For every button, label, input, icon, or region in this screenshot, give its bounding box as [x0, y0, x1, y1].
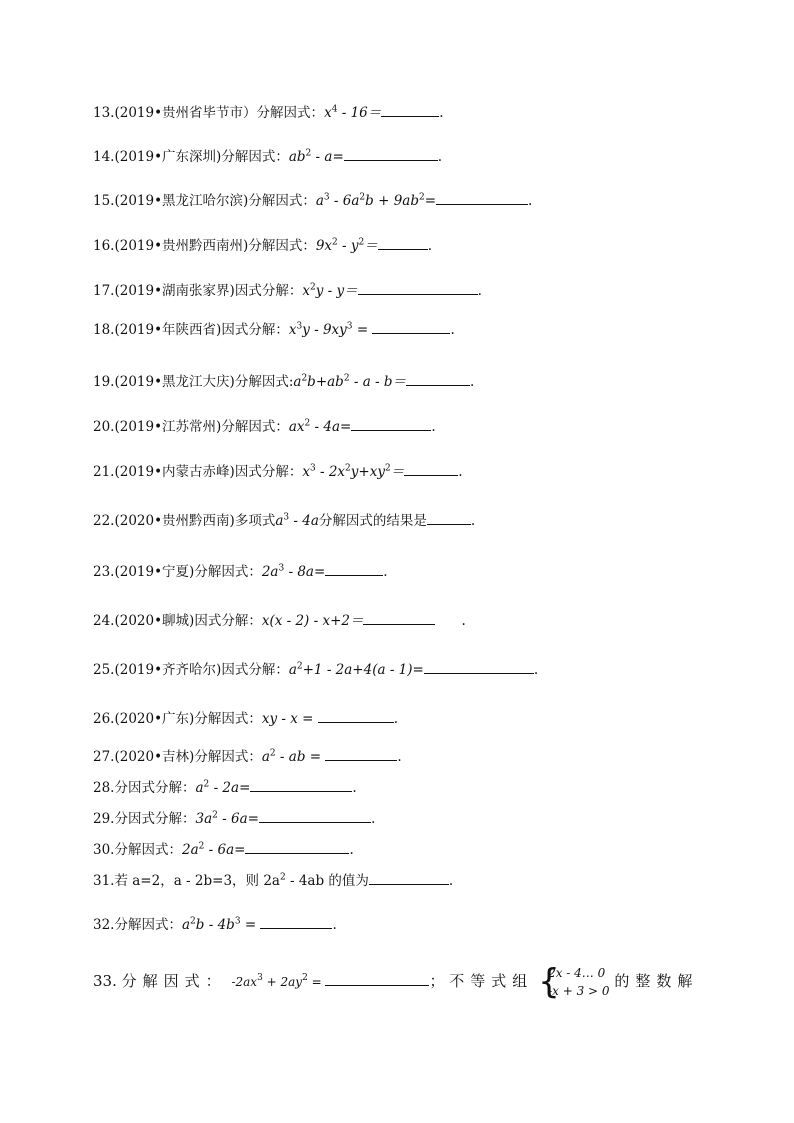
- period: .: [470, 513, 476, 529]
- math-expr: a: [288, 662, 297, 678]
- period: .: [370, 811, 376, 827]
- answer-blank[interactable]: [436, 190, 528, 205]
- math-expr: y - 9xy: [302, 322, 347, 338]
- question-text: 不等式组: [449, 972, 534, 990]
- exponent: 2: [345, 463, 351, 474]
- math-expr: - a=: [311, 149, 344, 165]
- math-expr: 2a: [181, 842, 199, 858]
- answer-blank[interactable]: [318, 708, 394, 723]
- math-expr: +1 - 2a+4(a - 1)=: [302, 662, 424, 678]
- answer-blank[interactable]: [358, 280, 478, 295]
- exponent: 2: [198, 841, 205, 852]
- question-text: 20.(2019•江苏常州)分解因式：: [93, 419, 289, 435]
- exponent: 2: [279, 872, 286, 883]
- math-expr: y - y＝: [315, 283, 358, 299]
- math-expr: b - 4b: [195, 917, 235, 933]
- question-text: 25.(2019•齐齐哈尔)因式分解：: [93, 662, 289, 678]
- question-text: 29.分因式分解：: [93, 811, 196, 827]
- answer-blank[interactable]: [404, 461, 458, 476]
- answer-blank[interactable]: [344, 146, 438, 161]
- period: .: [397, 749, 402, 765]
- math-expr: - 2a=: [209, 780, 251, 796]
- inequality-system: [538, 964, 609, 1000]
- question-text: 24.(2020•聊城)因式分解：: [93, 613, 262, 629]
- answer-blank[interactable]: [325, 561, 383, 576]
- exponent: 2: [304, 418, 311, 429]
- math-expr: ab: [288, 149, 306, 165]
- math-expr: a: [181, 917, 191, 933]
- question-23: [93, 561, 388, 582]
- period: .: [533, 662, 539, 678]
- period: .: [477, 283, 482, 299]
- math-expr: =: [424, 193, 437, 209]
- question-text: 19.(2019•黑龙江大庆)分解因式:: [93, 374, 294, 390]
- question-text: 23.(2019•宁夏)分解因式：: [93, 564, 262, 580]
- question-21: [93, 461, 463, 482]
- question-text: 28.分因式分解：: [93, 780, 196, 796]
- math-expr: x: [302, 464, 310, 480]
- period: .: [448, 873, 454, 889]
- period: .: [528, 193, 533, 209]
- question-text: 22.(2020•贵州黔西南)多项式: [93, 513, 276, 529]
- math-expr: a: [261, 749, 270, 765]
- answer-blank[interactable]: [351, 416, 431, 431]
- math-expr: - 4a=: [310, 419, 352, 435]
- math-expr: =: [352, 322, 373, 338]
- exponent: 2: [343, 373, 350, 384]
- question-text: 的整数解: [614, 972, 699, 990]
- period: .: [450, 322, 455, 338]
- answer-blank[interactable]: [424, 659, 534, 674]
- answer-blank[interactable]: [369, 870, 449, 885]
- exponent: 2: [418, 192, 425, 203]
- question-18: [93, 319, 455, 340]
- question-27: [93, 746, 402, 767]
- question-text: 15.(2019•黑龙江哈尔滨)分解因式：: [93, 193, 316, 209]
- exponent: 3: [283, 512, 290, 523]
- math-expr: b+ab: [307, 374, 344, 390]
- answer-blank[interactable]: [260, 914, 332, 929]
- question-22: [93, 510, 475, 531]
- question-text: 27.(2020•吉林)分解因式：: [93, 749, 262, 765]
- exponent: 2: [301, 373, 308, 384]
- period: .: [383, 564, 388, 580]
- answer-blank[interactable]: [363, 610, 435, 625]
- question-33: [93, 964, 698, 1000]
- exponent: 2: [332, 237, 338, 248]
- answer-blank[interactable]: [325, 746, 397, 761]
- math-expr: x: [324, 105, 332, 121]
- question-text: 21.(2019•内蒙古赤峰)因式分解：: [93, 464, 303, 480]
- semicolon: ；: [429, 972, 445, 990]
- question-text: - 4ab 的值为: [285, 873, 369, 889]
- exponent: 2: [309, 282, 316, 293]
- math-expr: -2ax: [231, 975, 258, 989]
- question-text: 30.分解因式：: [93, 842, 182, 858]
- period: .: [349, 842, 354, 858]
- exponent: 4: [331, 104, 338, 115]
- period: .: [393, 711, 399, 727]
- answer-blank[interactable]: [378, 235, 428, 250]
- math-expr: - 4a: [289, 513, 319, 529]
- inequality-line: -x + 3 > 0: [548, 984, 610, 998]
- question-text: 17.(2019•湖南张家界)因式分解：: [93, 283, 303, 299]
- question-text: 14.(2019•广东深圳)分解因式：: [93, 149, 289, 165]
- exponent: 3: [346, 321, 353, 332]
- question-text: 分解因式：: [121, 972, 227, 990]
- exponent: 2: [358, 237, 365, 248]
- question-text: 分解因式的结果是: [318, 513, 427, 529]
- period: .: [470, 374, 475, 390]
- question-30: [93, 839, 354, 860]
- math-expr: - 6a=: [217, 811, 259, 827]
- question-text: 26.(2020•广东)分解因式：: [93, 711, 262, 727]
- math-expr: 3a: [195, 811, 213, 827]
- question-17: [93, 280, 482, 301]
- question-14: [93, 146, 442, 167]
- question-19: [93, 371, 474, 392]
- math-expr: a: [195, 780, 204, 796]
- answer-blank[interactable]: [406, 371, 470, 386]
- question-31: [93, 870, 453, 891]
- math-expr: x(x - 2) - x+2＝: [261, 613, 364, 629]
- math-expr: - a - b＝: [349, 374, 407, 390]
- question-13: [93, 102, 444, 123]
- question-16: [93, 235, 432, 256]
- period: .: [458, 464, 463, 480]
- math-expr: a: [293, 374, 302, 390]
- math-expr: xy - x =: [261, 711, 318, 727]
- math-expr: ＝: [364, 238, 378, 254]
- exponent: 3: [257, 973, 263, 983]
- math-expr: - 6a=: [204, 842, 246, 858]
- exponent: 3: [323, 192, 330, 203]
- math-expr: 2a: [261, 564, 279, 580]
- exponent: 3: [296, 321, 303, 332]
- exponent: 2: [190, 916, 196, 927]
- answer-blank[interactable]: [325, 971, 429, 986]
- answer-blank[interactable]: [250, 777, 352, 792]
- question-15: [93, 190, 532, 211]
- answer-blank[interactable]: [259, 808, 371, 823]
- question-26: [93, 708, 398, 729]
- math-expr: - y: [337, 238, 359, 254]
- question-text: 32.分解因式：: [93, 917, 182, 933]
- answer-blank[interactable]: [427, 510, 471, 525]
- exponent: 2: [384, 463, 391, 474]
- period: .: [352, 780, 357, 796]
- brace-icon: {: [538, 962, 560, 1002]
- math-expr: y+xy: [350, 464, 385, 480]
- math-expr: b + 9ab: [365, 193, 419, 209]
- question-25: [93, 659, 538, 680]
- question-text: 13.(2019•贵州省毕节市）分解因式：: [93, 105, 325, 121]
- math-expr: ＝: [390, 464, 405, 480]
- question-28: [93, 777, 357, 798]
- math-expr: =: [307, 975, 326, 989]
- question-number: 33.: [93, 972, 117, 990]
- math-expr: a: [315, 193, 324, 209]
- exponent: 2: [212, 810, 218, 821]
- exponent: 2: [269, 748, 276, 759]
- question-24: [93, 610, 466, 631]
- answer-blank[interactable]: [245, 839, 349, 854]
- question-20: [93, 416, 436, 437]
- question-text: 18.(2019•年陕西省)因式分解：: [93, 322, 289, 338]
- exponent: 3: [234, 916, 241, 927]
- math-expr: - 16＝: [337, 105, 382, 121]
- period: .: [332, 917, 337, 933]
- question-29: [93, 808, 375, 829]
- period: .: [427, 238, 433, 254]
- exponent: 2: [359, 192, 366, 203]
- exponent: 2: [305, 148, 312, 159]
- math-expr: =: [240, 917, 261, 933]
- exponent: 3: [309, 463, 316, 474]
- math-expr: x: [288, 322, 297, 338]
- math-expr: a: [275, 513, 284, 529]
- math-expr: ax: [288, 419, 305, 435]
- exponent: 2: [203, 779, 210, 790]
- math-expr: 9x: [315, 238, 333, 254]
- period: .: [461, 613, 466, 629]
- math-expr: - 2x: [315, 464, 346, 480]
- exponent: 3: [278, 563, 285, 574]
- answer-blank[interactable]: [381, 102, 439, 117]
- math-expr: - ab =: [275, 749, 326, 765]
- exponent: 2: [296, 661, 303, 672]
- question-text: 31.若 a=2，a - 2b=3，则 2a: [93, 873, 280, 889]
- question-text: 16.(2019•贵州黔西南州)分解因式：: [93, 238, 316, 254]
- question-32: [93, 914, 337, 935]
- math-expr: x: [302, 283, 310, 299]
- math-expr: - 6a: [329, 193, 360, 209]
- math-expr: - 8a=: [284, 564, 326, 580]
- math-expr: + 2ay: [262, 975, 303, 989]
- answer-blank[interactable]: [372, 319, 450, 334]
- period: .: [437, 149, 443, 165]
- period: .: [431, 419, 436, 435]
- period: .: [439, 105, 444, 121]
- inequality-line: 2x - 4… 0: [548, 966, 606, 980]
- exponent: 2: [302, 973, 308, 983]
